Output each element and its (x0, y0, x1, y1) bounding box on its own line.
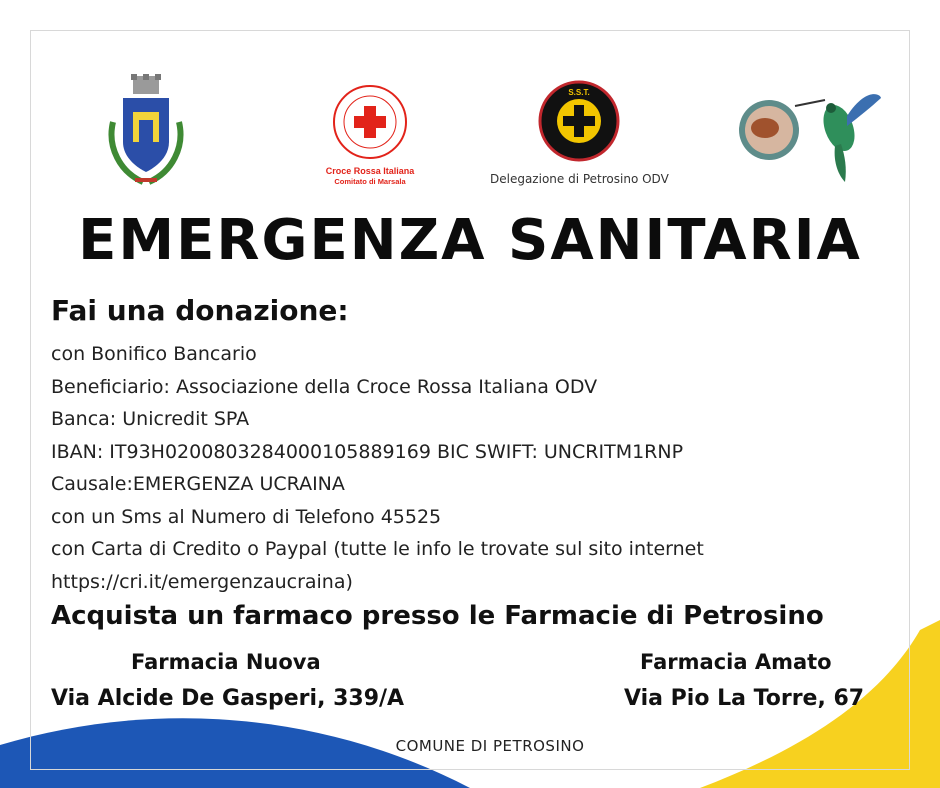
pharmacy-address-amato: Via Pio La Torre, 67 (624, 686, 865, 711)
page-title: EMERGENZA SANITARIA (78, 208, 862, 273)
delegation-label: Delegazione di Petrosino ODV (490, 172, 669, 186)
donation-line: Beneficiario: Associazione della Croce Rossa Italiana ODV (51, 375, 598, 398)
croce-rossa-logo (322, 82, 422, 190)
sst-top-text: S.S.T. (568, 88, 590, 97)
sst-logo (538, 80, 620, 162)
pharmacy-name-amato: Farmacia Amato (640, 650, 832, 674)
pharmacy-name-nuova: Farmacia Nuova (131, 650, 321, 674)
cri-committee-text: Comitato di Marsala (334, 177, 406, 186)
donation-line: IBAN: IT93H0200803284000105889169 BIC SWIFT: UNCRITM1RNP (51, 440, 684, 463)
donation-details (51, 338, 704, 598)
donation-line: Causale:EMERGENZA UCRAINA (51, 473, 345, 495)
footer-text: COMUNE DI PETROSINO (395, 737, 585, 755)
donation-line: con Bonifico Bancario (51, 343, 257, 365)
cri-name-text: Croce Rossa Italiana (325, 166, 415, 176)
donation-line: con un Sms al Numero di Telefono 45525 (51, 505, 442, 528)
comune-crest-logo (105, 72, 187, 192)
buy-heading: Acquista un farmaco presso le Farmacie di Petrosino (51, 601, 824, 631)
donation-line: con Carta di Credito o Paypal (tutte le info le trovate sul sito internet (51, 538, 704, 560)
hummingbird-logo (735, 78, 885, 186)
pharmacy-address-nuova: Via Alcide De Gasperi, 339/A (51, 686, 405, 711)
donation-line: Banca: Unicredit SPA (51, 408, 250, 430)
donation-line: https://cri.it/emergenzaucraina) (51, 570, 353, 593)
donation-heading: Fai una donazione: (51, 294, 349, 327)
